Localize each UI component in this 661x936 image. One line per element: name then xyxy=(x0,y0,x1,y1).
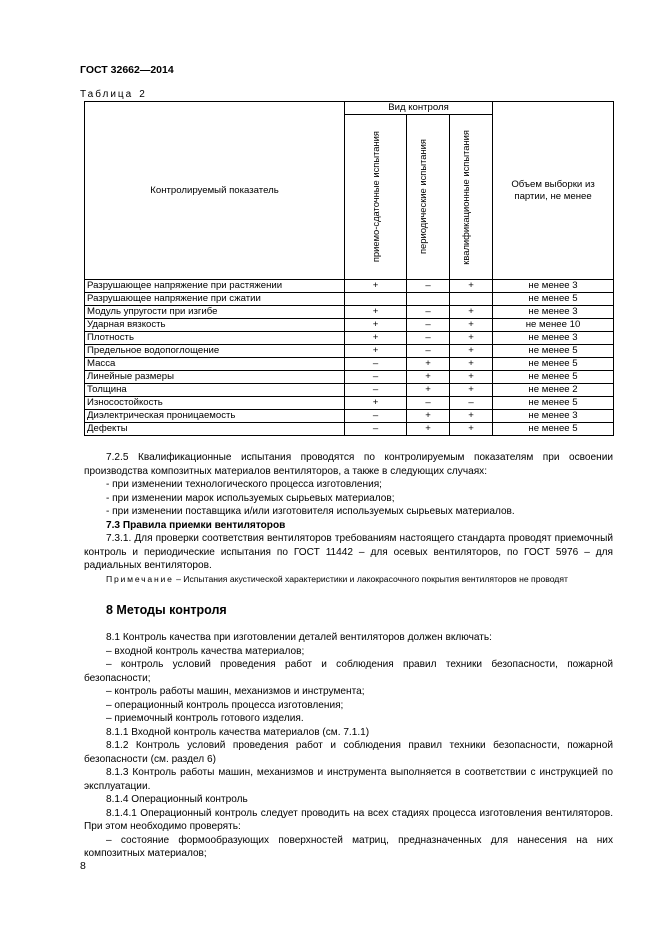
table-row xyxy=(85,306,614,319)
row-indicator: Разрушающее напряжение при растяжении xyxy=(85,280,345,293)
paragraph-7-2-5: 7.2.5 Квалификационные испытания проводятся по контролируемым показателям при освоении производства композитных материалов вентиляторов, а также в следующих случаях: xyxy=(84,452,613,477)
row-qualification: + xyxy=(450,371,493,384)
row-acceptance: – xyxy=(345,410,407,423)
row-sample-size: не менее 5 xyxy=(493,397,614,410)
header-acceptance-tests xyxy=(345,115,407,280)
header-periodic-tests xyxy=(407,115,450,280)
row-acceptance: + xyxy=(345,332,407,345)
row-periodic: + xyxy=(407,423,450,436)
row-sample-size: не менее 2 xyxy=(493,384,614,397)
row-qualification: + xyxy=(450,319,493,332)
row-sample-size: не менее 5 xyxy=(493,371,614,384)
row-qualification: + xyxy=(450,345,493,358)
row-qualification: + xyxy=(450,306,493,319)
heading-7-3: 7.3 Правила приемки вентиляторов xyxy=(106,519,286,531)
page-number: 8 xyxy=(80,860,86,872)
table-row xyxy=(85,319,614,332)
header-acceptance-tests-label: приемо-сдаточные испытания xyxy=(370,131,381,263)
list-item: – операционный контроль процесса изготовления; xyxy=(106,699,344,711)
row-periodic: + xyxy=(407,371,450,384)
section-title-8: 8 Методы контроля xyxy=(106,603,227,617)
row-periodic: – xyxy=(407,280,450,293)
header-qualification-tests-label: квалификационные испытания xyxy=(460,129,472,265)
row-indicator: Разрушающее напряжение при сжатии xyxy=(85,293,345,306)
row-periodic: – xyxy=(407,319,450,332)
row-sample-size: не менее 3 xyxy=(493,332,614,345)
control-table xyxy=(84,101,614,436)
paragraph-8-1-1: 8.1.1 Входной контроль качества материалов (см. 7.1.1) xyxy=(106,726,370,738)
row-sample-size: не менее 5 xyxy=(493,423,614,436)
row-qualification: + xyxy=(450,332,493,345)
list-item: – контроль работы машин, механизмов и инструмента; xyxy=(106,686,365,697)
row-acceptance: – xyxy=(345,358,407,371)
table-row xyxy=(85,345,614,358)
row-indicator: Толщина xyxy=(85,384,345,397)
table-row xyxy=(85,332,614,345)
table-row xyxy=(85,384,614,397)
row-qualification: + xyxy=(450,410,493,423)
paragraph-8-1-2: 8.1.2 Контроль условий проведения работ и соблюдения правил техники безопасности, пожарной безопасности (см. раздел 6) xyxy=(84,740,613,765)
row-indicator: Дефекты xyxy=(85,423,345,436)
row-sample-size: не менее 3 xyxy=(493,280,614,293)
paragraph-8-1: 8.1 Контроль качества при изготовлении деталей вентиляторов должен включать: xyxy=(106,632,492,643)
table-row xyxy=(85,371,614,384)
row-indicator: Линейные размеры xyxy=(85,371,345,384)
row-periodic: + xyxy=(407,384,450,397)
table-number: 2 xyxy=(139,89,145,100)
table-row xyxy=(85,397,614,410)
table-caption-label: Таблица xyxy=(80,89,134,100)
table-caption xyxy=(80,89,145,100)
header-control-type: Вид контроля xyxy=(345,102,493,115)
row-qualification: + xyxy=(450,280,493,293)
row-sample-size: не менее 5 xyxy=(493,293,614,306)
paragraph-8-1-4-1: 8.1.4.1 Операционный контроль следует проводить на всех стадиях процесса изготовления вентиляторов. При этом необходимо проверять: xyxy=(84,807,613,832)
row-acceptance: + xyxy=(345,306,407,319)
list-item: - при изменении поставщика и/или изготовителя используемых сырьевых материалов. xyxy=(106,506,515,517)
row-acceptance: + xyxy=(345,345,407,358)
row-indicator: Ударная вязкость xyxy=(85,319,345,332)
paragraph-8-1-3: 8.1.3 Контроль работы машин, механизмов и инструмента выполняется в соответствии с инструкцией по эксплуатации. xyxy=(84,767,613,792)
note xyxy=(84,573,613,585)
table-row xyxy=(85,293,614,306)
table-row xyxy=(85,280,614,293)
row-periodic: – xyxy=(407,306,450,319)
text-block-7 xyxy=(84,451,613,585)
row-sample-size: не менее 5 xyxy=(493,345,614,358)
row-acceptance: – xyxy=(345,423,407,436)
row-periodic: – xyxy=(407,397,450,410)
row-periodic: + xyxy=(407,410,450,423)
list-item: – контроль условий проведения работ и соблюдения правил техники безопасности, пожарной безопасности; xyxy=(84,659,613,684)
row-acceptance: – xyxy=(345,371,407,384)
row-qualification: + xyxy=(450,384,493,397)
row-qualification: + xyxy=(450,358,493,371)
row-acceptance: + xyxy=(345,280,407,293)
table-row xyxy=(85,423,614,436)
note-title: Примечание xyxy=(106,573,174,584)
list-item: – состояние формообразующих поверхностей матриц, предназначенных для нанесения на них композитных материалов; xyxy=(84,834,613,859)
row-periodic: + xyxy=(407,358,450,371)
row-indicator: Предельное водопоглощение xyxy=(85,345,345,358)
header-periodic-tests-label: периодические испытания xyxy=(417,139,428,255)
row-indicator: Масса xyxy=(85,358,345,371)
row-indicator: Плотность xyxy=(85,332,345,345)
row-acceptance: + xyxy=(345,319,407,332)
header-indicator: Контролируемый показатель xyxy=(85,102,345,280)
text-block-8 xyxy=(84,631,613,861)
row-indicator: Диэлектрическая проницаемость xyxy=(85,410,345,423)
row-indicator: Модуль упругости при изгибе xyxy=(85,306,345,319)
row-qualification: + xyxy=(450,423,493,436)
row-periodic: – xyxy=(407,345,450,358)
header-sample-size: Объем выборки из партии, не менее xyxy=(493,102,614,280)
row-sample-size: не менее 5 xyxy=(493,358,614,371)
note-text: – Испытания акустической характеристики и лакокрасочного покрытия вентиляторов не проводят xyxy=(173,573,568,584)
list-item: – приемочный контроль готового изделия. xyxy=(106,713,304,724)
paragraph-7-3-1: 7.3.1. Для проверки соответствия вентиляторов требованиям настоящего стандарта проводят приемочный контроль и периодические испытания по ГОСТ 11442 – для осевых вентиляторов, по ГОСТ 5976 – для радиальных вентиляторов. xyxy=(84,533,613,571)
row-sample-size: не менее 3 xyxy=(493,306,614,319)
list-item: - при изменении технологического процесса изготовления; xyxy=(106,479,382,490)
row-sample-size: не менее 10 xyxy=(493,319,614,332)
paragraph-8-1-4: 8.1.4 Операционный контроль xyxy=(106,794,248,805)
row-periodic xyxy=(407,293,450,306)
list-item: - при изменении марок используемых сырьевых материалов; xyxy=(106,492,395,504)
table-row xyxy=(85,410,614,423)
row-qualification xyxy=(450,293,493,306)
row-acceptance: – xyxy=(345,384,407,397)
row-qualification: – xyxy=(450,397,493,410)
row-indicator: Износостойкость xyxy=(85,397,345,410)
row-acceptance xyxy=(345,293,407,306)
row-periodic: – xyxy=(407,332,450,345)
list-item: – входной контроль качества материалов; xyxy=(106,645,305,657)
row-acceptance: + xyxy=(345,397,407,410)
document-code: ГОСТ 32662—2014 xyxy=(80,64,174,76)
header-qualification-tests xyxy=(450,115,493,280)
row-sample-size: не менее 3 xyxy=(493,410,614,423)
table-row xyxy=(85,358,614,371)
